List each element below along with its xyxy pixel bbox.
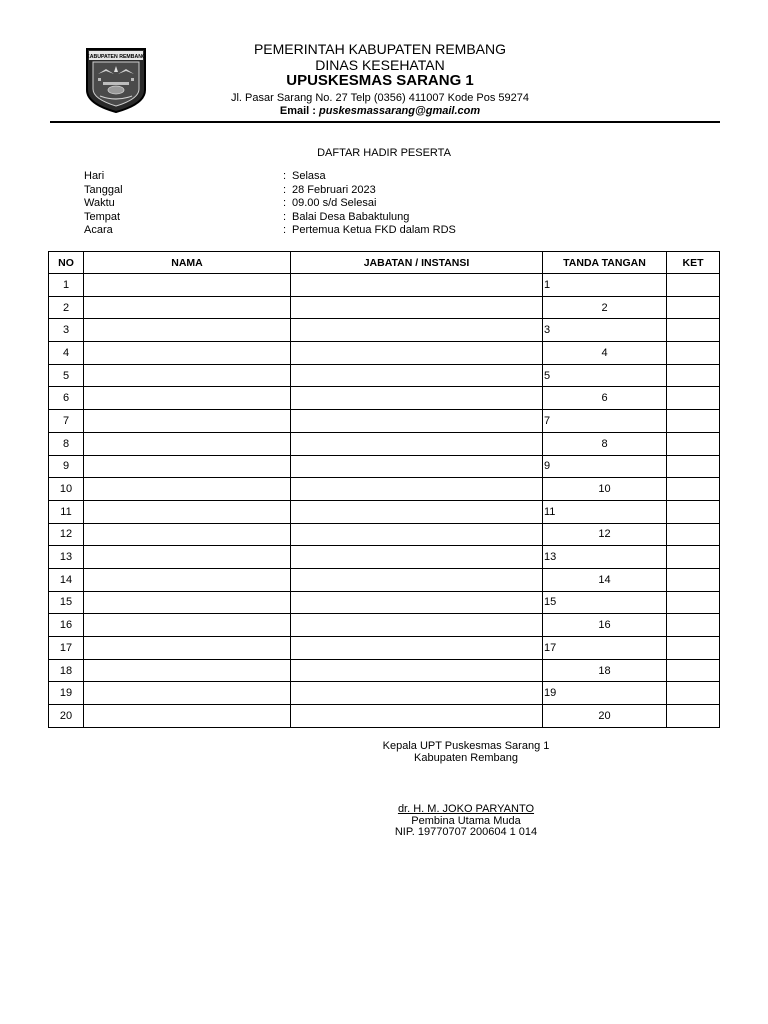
col-header-nama: NAMA (84, 252, 291, 274)
cell-no: 7 (49, 410, 84, 433)
event-detail-colon: : (283, 224, 287, 237)
col-header-jabatan-instansi: JABATAN / INSTANSI (291, 252, 543, 274)
cell-ket (667, 296, 720, 319)
cell-nama (84, 591, 291, 614)
col-header-no: NO (49, 252, 84, 274)
cell-nama (84, 387, 291, 410)
cell-jabatan-instansi (291, 705, 543, 728)
cell-no: 2 (49, 296, 84, 319)
event-detail-value: Balai Desa Babaktulung (292, 210, 410, 223)
table-row (49, 546, 720, 569)
svg-text:KABUPATEN REMBANG: KABUPATEN REMBANG (85, 54, 147, 60)
cell-ket (667, 274, 720, 297)
kabupaten-rembang-crest-logo (84, 46, 148, 114)
event-detail-colon: : (283, 183, 287, 196)
header-address: Jl. Pasar Sarang No. 27 Telp (0356) 411007 Kode Pos 59274 (230, 92, 530, 104)
cell-no: 9 (49, 455, 84, 478)
cell-no: 3 (49, 319, 84, 342)
cell-nama (84, 455, 291, 478)
cell-jabatan-instansi (291, 296, 543, 319)
table-row (49, 432, 720, 455)
table-row (49, 637, 720, 660)
cell-jabatan-instansi (291, 274, 543, 297)
cell-tanda-tangan: 13 (543, 546, 667, 569)
cell-nama (84, 319, 291, 342)
cell-tanda-tangan: 17 (543, 637, 667, 660)
cell-tanda-tangan: 3 (543, 319, 667, 342)
cell-ket (667, 410, 720, 433)
cell-jabatan-instansi (291, 637, 543, 660)
table-row (49, 387, 720, 410)
cell-nama (84, 523, 291, 546)
cell-ket (667, 500, 720, 523)
cell-jabatan-instansi (291, 364, 543, 387)
event-detail-row (84, 170, 584, 184)
cell-tanda-tangan: 18 (543, 659, 667, 682)
cell-tanda-tangan: 2 (543, 296, 667, 319)
event-details (84, 170, 584, 238)
event-detail-row (84, 197, 584, 211)
event-detail-value: 09.00 s/d Selesai (292, 197, 377, 210)
cell-jabatan-instansi (291, 478, 543, 501)
cell-tanda-tangan: 7 (543, 410, 667, 433)
cell-ket (667, 568, 720, 591)
cell-no: 6 (49, 387, 84, 410)
cell-jabatan-instansi (291, 659, 543, 682)
event-detail-value: 28 Februari 2023 (292, 183, 376, 196)
cell-no: 11 (49, 500, 84, 523)
table-row (49, 523, 720, 546)
event-detail-row (84, 184, 584, 198)
cell-no: 1 (49, 274, 84, 297)
cell-nama (84, 342, 291, 365)
cell-nama (84, 637, 291, 660)
cell-nama (84, 659, 291, 682)
cell-no: 19 (49, 682, 84, 705)
table-row (49, 682, 720, 705)
table-row (49, 591, 720, 614)
table-row (49, 500, 720, 523)
cell-no: 5 (49, 364, 84, 387)
event-detail-colon: : (283, 210, 287, 223)
header-email (150, 105, 610, 117)
event-detail-label: Tempat (84, 210, 121, 223)
cell-ket (667, 591, 720, 614)
cell-tanda-tangan: 6 (543, 387, 667, 410)
table-row (49, 364, 720, 387)
cell-no: 20 (49, 705, 84, 728)
header-email-value: puskesmassarang@gmail.com (319, 105, 481, 117)
cell-no: 13 (49, 546, 84, 569)
event-detail-colon: : (283, 170, 287, 182)
cell-jabatan-instansi (291, 591, 543, 614)
table-row (49, 410, 720, 433)
cell-tanda-tangan: 16 (543, 614, 667, 637)
attendance-table (48, 251, 720, 728)
cell-jabatan-instansi (291, 319, 543, 342)
cell-nama (84, 682, 291, 705)
event-detail-value: Selasa (292, 170, 326, 182)
cell-nama (84, 410, 291, 433)
cell-nama (84, 364, 291, 387)
cell-no: 14 (49, 568, 84, 591)
header-institution-name: UPUSKESMAS SARANG 1 (286, 72, 474, 89)
header-email-label: Email : (279, 105, 316, 117)
cell-nama (84, 546, 291, 569)
event-detail-row (84, 211, 584, 225)
cell-ket (667, 478, 720, 501)
cell-tanda-tangan: 20 (543, 705, 667, 728)
cell-nama (84, 614, 291, 637)
event-detail-value: Pertemua Ketua FKD dalam RDS (292, 224, 456, 237)
cell-ket (667, 342, 720, 365)
cell-ket (667, 364, 720, 387)
cell-nama (84, 500, 291, 523)
table-row (49, 342, 720, 365)
signature-position (300, 741, 632, 764)
table-row (49, 705, 720, 728)
table-row (49, 274, 720, 297)
cell-ket (667, 455, 720, 478)
table-row (49, 319, 720, 342)
cell-no: 12 (49, 523, 84, 546)
cell-nama (84, 296, 291, 319)
cell-nama (84, 568, 291, 591)
cell-no: 10 (49, 478, 84, 501)
cell-jabatan-instansi (291, 682, 543, 705)
cell-jabatan-instansi (291, 432, 543, 455)
event-detail-row (84, 224, 584, 238)
cell-jabatan-instansi (291, 500, 543, 523)
table-row (49, 659, 720, 682)
cell-no: 16 (49, 614, 84, 637)
event-detail-label: Tanggal (84, 183, 123, 196)
signature-position-line1: Kepala UPT Puskesmas Sarang 1 (382, 740, 550, 752)
cell-ket (667, 523, 720, 546)
cell-jabatan-instansi (291, 455, 543, 478)
table-header-row (49, 252, 720, 274)
event-detail-label: Acara (84, 224, 113, 237)
cell-jabatan-instansi (291, 342, 543, 365)
signature-position-line2: Kabupaten Rembang (414, 751, 518, 764)
cell-tanda-tangan: 11 (543, 500, 667, 523)
cell-tanda-tangan: 9 (543, 455, 667, 478)
signatory-nip: NIP. 19770707 200604 1 014 (394, 826, 538, 839)
event-detail-label: Hari (84, 170, 105, 182)
cell-no: 17 (49, 637, 84, 660)
cell-jabatan-instansi (291, 568, 543, 591)
cell-tanda-tangan: 5 (543, 364, 667, 387)
letterhead-divider (50, 121, 720, 123)
cell-tanda-tangan: 19 (543, 682, 667, 705)
col-header-ket: KET (667, 252, 720, 274)
col-header-tanda-tangan: TANDA TANGAN (543, 252, 667, 274)
cell-ket (667, 614, 720, 637)
event-detail-colon: : (283, 197, 287, 210)
header-government-line: PEMERINTAH KABUPATEN REMBANG (253, 41, 507, 57)
signatory-rank: Pembina Utama Muda (411, 814, 521, 827)
cell-ket (667, 387, 720, 410)
cell-ket (667, 319, 720, 342)
cell-ket (667, 705, 720, 728)
table-row (49, 478, 720, 501)
table-row (49, 296, 720, 319)
cell-ket (667, 659, 720, 682)
cell-nama (84, 274, 291, 297)
table-row (49, 614, 720, 637)
cell-nama (84, 478, 291, 501)
cell-jabatan-instansi (291, 387, 543, 410)
signatory-name: dr. H. M. JOKO PARYANTO (397, 803, 535, 815)
cell-jabatan-instansi (291, 614, 543, 637)
cell-no: 4 (49, 342, 84, 365)
event-detail-label: Waktu (84, 197, 115, 210)
cell-tanda-tangan: 4 (543, 342, 667, 365)
cell-jabatan-instansi (291, 523, 543, 546)
cell-no: 18 (49, 659, 84, 682)
table-row (49, 568, 720, 591)
table-row (49, 455, 720, 478)
cell-ket (667, 546, 720, 569)
document-title: DAFTAR HADIR PESERTA (317, 147, 451, 159)
cell-ket (667, 637, 720, 660)
cell-jabatan-instansi (291, 410, 543, 433)
cell-tanda-tangan: 12 (543, 523, 667, 546)
cell-tanda-tangan: 8 (543, 432, 667, 455)
cell-jabatan-instansi (291, 546, 543, 569)
header-department-line: DINAS KESEHATAN (315, 57, 445, 73)
cell-ket (667, 682, 720, 705)
cell-no: 15 (49, 591, 84, 614)
cell-tanda-tangan: 10 (543, 478, 667, 501)
cell-no: 8 (49, 432, 84, 455)
signature-signatory (300, 804, 632, 839)
cell-tanda-tangan: 1 (543, 274, 667, 297)
cell-nama (84, 432, 291, 455)
cell-tanda-tangan: 15 (543, 591, 667, 614)
cell-tanda-tangan: 14 (543, 568, 667, 591)
cell-ket (667, 432, 720, 455)
cell-nama (84, 705, 291, 728)
